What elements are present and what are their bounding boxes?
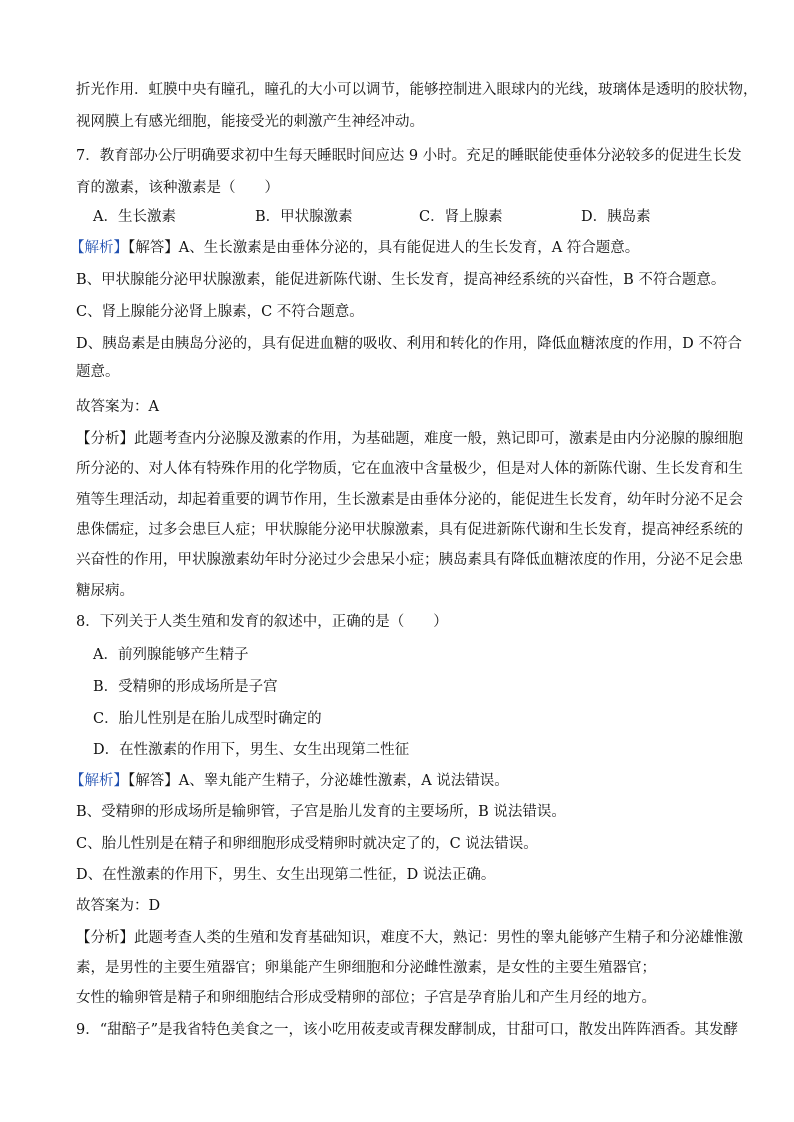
option-a: A．生长激素 [93,209,176,225]
question-8-analysis: 素，是男性的主要生殖器官；卵巢能产生卵细胞和分泌雌性激素，是女性的主要生殖器官； [76,960,656,976]
question-7-stem: 育的激素，该种激素是（ ） [76,180,279,196]
question-7-analysis: 【分析】此题考查内分泌腺及激素的作用，为基础题，难度一般，熟记即可，激素是由内分泌腺的腺细胞 [76,431,743,447]
question-8-final-answer: 故答案为：D [76,898,161,914]
question-7-analysis: 殖等生理活动，却起着重要的调节作用，生长激素是由垂体分泌的，能促进生长发育，幼年时分泌不足会 [76,492,743,508]
question-8-stem: 8．下列关于人类生殖和发育的叙述中，正确的是（ ） [76,614,448,630]
question-8-answer-line: B、受精卵的形成场所是输卵管，子宫是胎儿发育的主要场所，B 说法错误。 [76,804,566,820]
paragraph-line: 折光作用．虹膜中央有瞳孔，瞳孔的大小可以调节，能够控制进入眼球内的光线，玻璃体是透明的胶状物， [76,82,758,98]
question-7-final-answer: 故答案为：A [76,399,159,415]
question-7-stem: 7．教育部办公厅明确要求初中生每天睡眠时间应达 9 小时。充足的睡眠能使垂体分泌较多的促进生长发 [76,148,742,164]
option-d: D．胰岛素 [581,209,651,225]
question-8-answer-line: D、在性激素的作用下，男生、女生出现第二性征，D 说法正确。 [76,867,496,883]
paragraph-line: 视网膜上有感光细胞，能接受光的刺激产生神经冲动。 [76,114,424,130]
question-8-answer-line: C、胎儿性别是在精子和卵细胞形成受精卵时就决定了的，C 说法错误。 [76,836,538,852]
question-7-analysis: 糖尿病。 [76,583,134,599]
question-7-answer-line: D、胰岛素是由胰岛分泌的，具有促进血糖的吸收、利用和转化的作用，降低血糖浓度的作用，D 不符合 [76,336,742,352]
question-7-analysis: 所分泌的、对人体有特殊作用的化学物质，它在血液中含量极少，但是对人体的新陈代谢、生长发育和生 [76,461,743,477]
question-8-analysis: 【分析】此题考查人类的生殖和发育基础知识，难度不大，熟记：男性的睾丸能够产生精子和分泌雄惟激 [76,930,743,946]
question-7-answer-line: B、甲状腺能分泌甲状腺激素，能促进新陈代谢、生长发育，提高神经系统的兴奋性，B 不符合题意。 [76,272,726,288]
option-c: C．胎儿性别是在胎儿成型时确定的 [93,711,322,727]
question-7-answer-line: 题意。 [76,364,120,380]
question-7-answer-line: C、肾上腺能分泌肾上腺素，C 不符合题意。 [76,304,364,320]
question-8-analysis: 女性的输卵管是精子和卵细胞结合形成受精卵的部位；子宫是孕育胎儿和产生月经的地方。 [76,990,656,1006]
question-7-answer-line: 【解析】【解答】A、生长激素是由垂体分泌的，具有能促进人的生长发育，A 符合题意。 [70,240,640,256]
option-b: B．甲状腺激素 [255,209,353,225]
option-b: B．受精卵的形成场所是子宫 [93,679,278,695]
question-8-answer-line: 【解析】【解答】A、睾丸能产生精子，分泌雄性激素，A 说法错误。 [70,773,509,789]
jiexi-tag: 【解析】 [70,773,128,789]
question-7-analysis: 患侏儒症，过多会患巨人症；甲状腺能分泌甲状腺激素，具有促进新陈代谢和生长发育，提高神经系统的 [76,522,743,538]
question-7-options [93,207,733,227]
jiexi-tag: 【解析】 [70,240,128,256]
option-d: D．在性激素的作用下，男生、女生出现第二性征 [93,742,410,758]
question-7-analysis: 兴奋性的作用，甲状腺激素幼年时分泌过少会患呆小症；胰岛素具有降低血糖浓度的作用，分泌不足会患 [76,552,743,568]
option-a: A．前列腺能够产生精子 [93,647,249,663]
question-9-stem: 9．“甜醅子”是我省特色美食之一，该小吃用莜麦或青稞发酵制成，甘甜可口，散发出阵阵酒香。其发酵 [76,1022,739,1038]
option-c: C．肾上腺素 [419,209,503,225]
